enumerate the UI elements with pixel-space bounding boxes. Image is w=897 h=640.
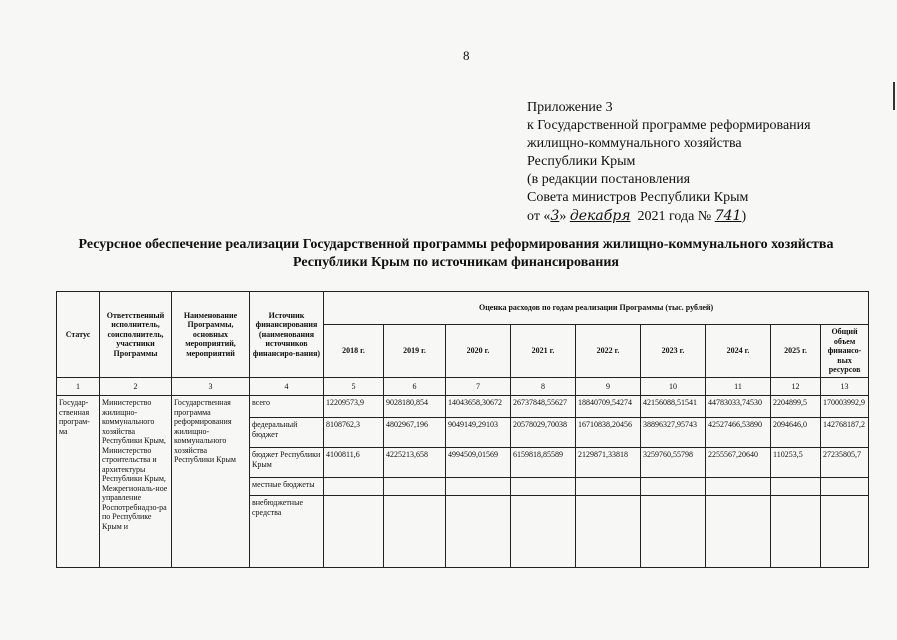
header-year: 2024 г. xyxy=(706,325,771,378)
column-number-row xyxy=(57,377,869,396)
value-cell: 9049149,29103 xyxy=(446,418,511,448)
column-number: 9 xyxy=(576,377,641,396)
value-cell xyxy=(821,478,869,496)
column-number: 13 xyxy=(821,377,869,396)
value-cell: 4994509,01569 xyxy=(446,448,511,478)
date-prefix: от « xyxy=(527,209,551,224)
value-cell xyxy=(511,478,576,496)
value-cell: 44783033,74530 xyxy=(706,396,771,418)
appendix-line: Совета министров Республики Крым xyxy=(527,190,749,205)
value-cell: 42527466,53890 xyxy=(706,418,771,448)
value-cell: 38896327,95743 xyxy=(641,418,706,448)
value-cell xyxy=(324,478,384,496)
header-year: 2021 г. xyxy=(511,325,576,378)
value-cell: 2129871,33818 xyxy=(576,448,641,478)
appendix-date-line xyxy=(527,207,867,226)
value-cell xyxy=(771,478,821,496)
value-cell: 20578029,70038 xyxy=(511,418,576,448)
header-year: 2019 г. xyxy=(384,325,446,378)
column-number: 2 xyxy=(100,377,172,396)
column-number: 10 xyxy=(641,377,706,396)
value-cell xyxy=(511,496,576,568)
value-cell: 4225213,658 xyxy=(384,448,446,478)
header-name: Наименование Программы, основных мероприятий, мероприятий xyxy=(172,292,250,378)
value-cell: 4802967,196 xyxy=(384,418,446,448)
column-number: 12 xyxy=(771,377,821,396)
header-row xyxy=(57,292,869,325)
column-number: 3 xyxy=(172,377,250,396)
source-label: всего xyxy=(250,396,324,418)
value-cell: 14043658,30672 xyxy=(446,396,511,418)
appendix-line: Приложение 3 xyxy=(527,100,613,115)
scan-edge-mark xyxy=(893,82,895,110)
date-day: 3 xyxy=(550,208,560,224)
table-row xyxy=(57,396,869,418)
value-cell: 18840709,54274 xyxy=(576,396,641,418)
row-executor: Министерство жилищно-коммунального хозяйства Республики Крым, Министерство строительства и архитектуры Республики Крым, Межрегиональ-ное управление Роспотребнадзо-ра по Республике Крым и xyxy=(100,396,172,568)
value-cell xyxy=(576,478,641,496)
header-year: 2025 г. xyxy=(771,325,821,378)
row-program-name: Государственная программа реформирования жилищно-коммунального хозяйства Республики Крым xyxy=(172,396,250,568)
header-year: 2018 г. xyxy=(324,325,384,378)
header-year: 2023 г. xyxy=(641,325,706,378)
value-cell xyxy=(446,478,511,496)
value-cell: 110253,5 xyxy=(771,448,821,478)
column-number: 8 xyxy=(511,377,576,396)
date-day-close: » xyxy=(559,209,567,224)
value-cell: 16710838,20456 xyxy=(576,418,641,448)
value-cell xyxy=(821,496,869,568)
value-cell: 6159818,85589 xyxy=(511,448,576,478)
value-cell: 12209573,9 xyxy=(324,396,384,418)
appendix-line: к Государственной программе реформирования xyxy=(527,118,811,133)
value-cell xyxy=(324,496,384,568)
header-year: 2022 г. xyxy=(576,325,641,378)
value-cell: 4100811,6 xyxy=(324,448,384,478)
header-source: Источник финансирования (наименования источников финансиро-вания) xyxy=(250,292,324,378)
column-number: 4 xyxy=(250,377,324,396)
value-cell xyxy=(771,496,821,568)
header-executor: Ответственный исполнитель, соисполнитель, участники Программы xyxy=(100,292,172,378)
column-number: 11 xyxy=(706,377,771,396)
value-cell: 9028180,854 xyxy=(384,396,446,418)
row-status: Государ-ственная програм-ма xyxy=(57,396,100,568)
source-label: внебюджетные средства xyxy=(250,496,324,568)
document-title: Ресурсное обеспечение реализации Государственной программы реформирования жилищно-коммунального хозяйства Республики Крым по источникам финансирования xyxy=(78,237,834,270)
value-cell xyxy=(384,496,446,568)
source-label: местные бюджеты xyxy=(250,478,324,496)
date-suffix: ) xyxy=(741,209,747,224)
value-cell: 27235805,7 xyxy=(821,448,869,478)
appendix-block xyxy=(527,99,867,226)
appendix-line: жилищно-коммунального хозяйства xyxy=(527,136,742,151)
value-cell: 2255567,20640 xyxy=(706,448,771,478)
page-number: 8 xyxy=(463,48,470,63)
decree-number: 741 xyxy=(714,208,742,224)
value-cell: 26737848,55627 xyxy=(511,396,576,418)
appendix-line: Республики Крым xyxy=(527,154,636,169)
date-year: 2021 года № xyxy=(637,209,712,224)
value-cell: 42156088,51541 xyxy=(641,396,706,418)
value-cell xyxy=(446,496,511,568)
column-number: 7 xyxy=(446,377,511,396)
header-status: Статус xyxy=(57,292,100,378)
value-cell: 2204899,5 xyxy=(771,396,821,418)
value-cell xyxy=(706,478,771,496)
value-cell: 142768187,2 xyxy=(821,418,869,448)
value-cell: 8108762,3 xyxy=(324,418,384,448)
value-cell xyxy=(576,496,641,568)
appendix-line: (в редакции постановления xyxy=(527,172,691,187)
date-month: декабря xyxy=(569,208,631,224)
header-year: 2020 г. xyxy=(446,325,511,378)
value-cell xyxy=(384,478,446,496)
header-estimate: Оценка расходов по годам реализации Программы (тыс. рублей) xyxy=(324,292,869,325)
column-number: 1 xyxy=(57,377,100,396)
value-cell xyxy=(706,496,771,568)
value-cell xyxy=(641,478,706,496)
header-total: Общий объем финансо-вых ресурсов xyxy=(821,325,869,378)
value-cell xyxy=(641,496,706,568)
column-number: 6 xyxy=(384,377,446,396)
column-number: 5 xyxy=(324,377,384,396)
value-cell: 170003992,9 xyxy=(821,396,869,418)
resource-table xyxy=(56,291,869,568)
source-label: федеральный бюджет xyxy=(250,418,324,448)
value-cell: 3259760,55798 xyxy=(641,448,706,478)
source-label: бюджет Республики Крым xyxy=(250,448,324,478)
value-cell: 2094646,0 xyxy=(771,418,821,448)
